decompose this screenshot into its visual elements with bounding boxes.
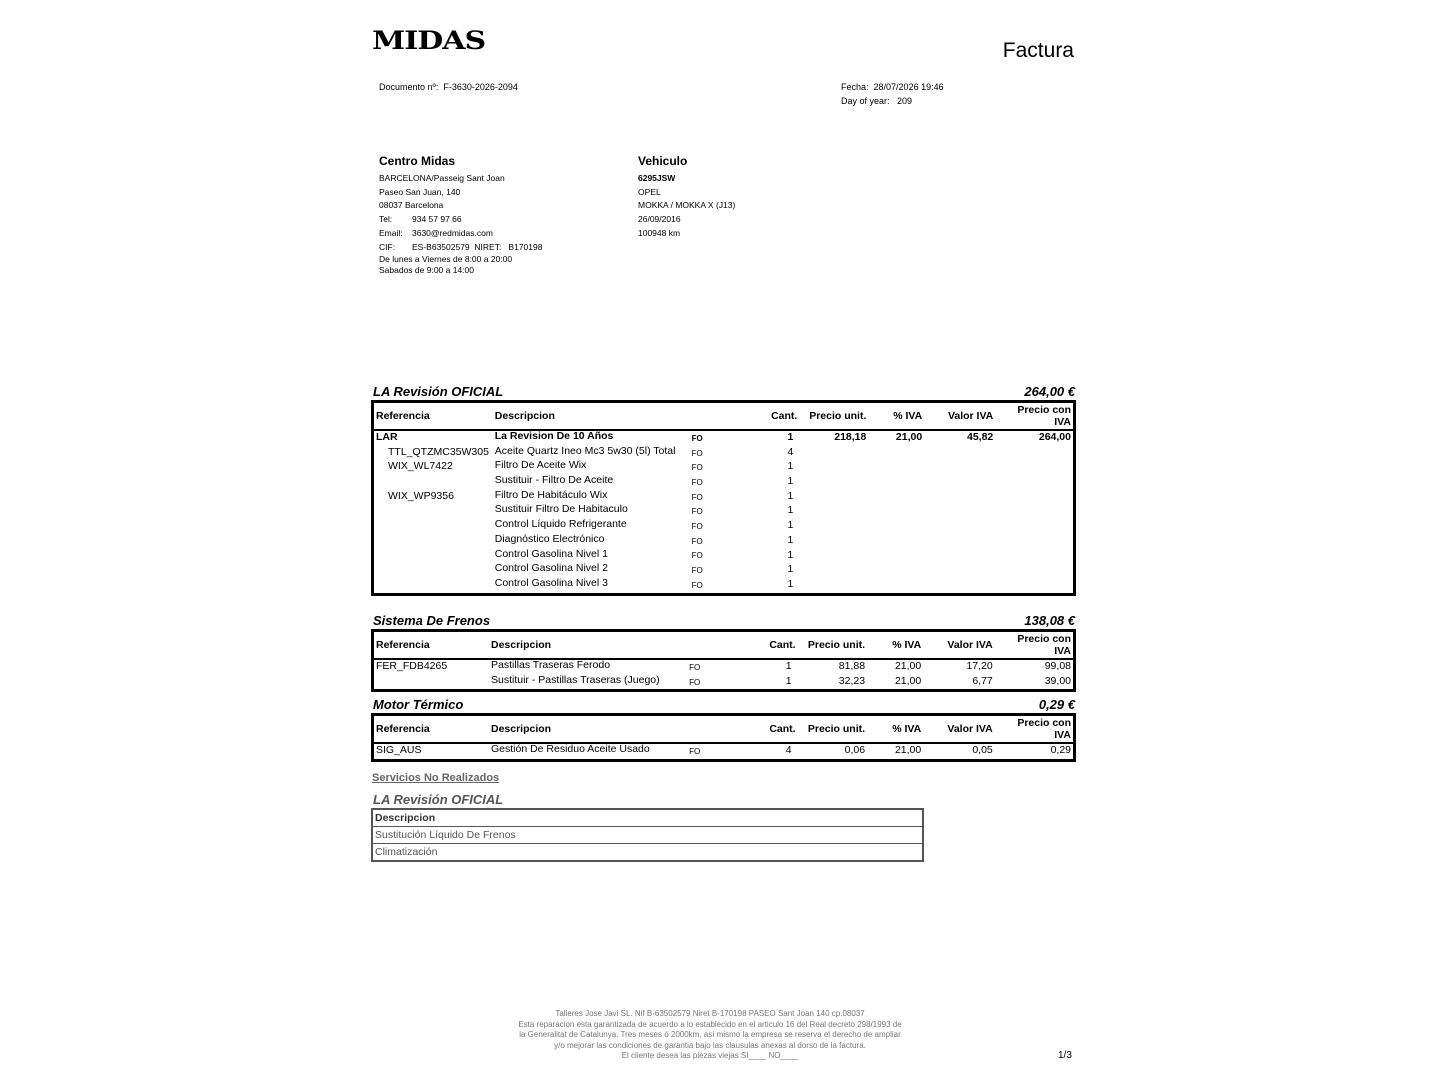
cell-vat bbox=[868, 504, 924, 519]
cell-total bbox=[995, 504, 1074, 519]
cell-ref bbox=[373, 563, 493, 578]
table-row bbox=[373, 519, 1075, 534]
col-ref: Referencia bbox=[373, 631, 489, 660]
cell-total: 99,08 bbox=[1044, 660, 1071, 672]
cell-vatval bbox=[924, 475, 995, 490]
cell-unit bbox=[799, 460, 868, 475]
items-table bbox=[371, 400, 1076, 596]
cell-fo: FO bbox=[691, 433, 703, 443]
cell-vat bbox=[868, 460, 924, 475]
cell-fo: FO bbox=[691, 551, 703, 561]
vehicle-model: MOKKA / MOKKA X (J13) bbox=[638, 200, 736, 211]
cell-ref: TTL_QTZMC35W305 bbox=[388, 445, 489, 458]
cell-qty: 1 bbox=[787, 563, 794, 576]
cell-desc: Gestión De Residuo Aceite Usado bbox=[490, 743, 650, 755]
cell-ref bbox=[373, 675, 489, 691]
col-unit: Precio unit. bbox=[798, 631, 867, 660]
col-total-l1: Precio con bbox=[1017, 717, 1071, 729]
cell-desc: Diagnóstico Electrónico bbox=[494, 532, 605, 545]
cell-desc: Pastillas Traseras Ferodo bbox=[490, 659, 611, 671]
cell-qty: 1 bbox=[785, 674, 792, 687]
cell-total bbox=[995, 563, 1074, 578]
cell-ref bbox=[373, 475, 493, 490]
center-tel bbox=[379, 213, 542, 227]
center-email bbox=[379, 227, 542, 241]
table-row bbox=[373, 743, 1075, 760]
cell-unit: 218,18 bbox=[834, 431, 867, 443]
footer-legal bbox=[470, 1009, 950, 1062]
col-total-l1: Precio con bbox=[1017, 404, 1071, 416]
cell-ref: WIX_WP9356 bbox=[388, 489, 454, 502]
cell-vat bbox=[868, 549, 924, 564]
cif-value: ES-B63502579 bbox=[412, 241, 470, 252]
cell-desc: Control Líquido Refrigerante bbox=[494, 518, 627, 531]
cell-qty: 4 bbox=[785, 744, 792, 756]
col-vat: % IVA bbox=[867, 631, 923, 660]
center-line-2: Paseo San Juan, 140 bbox=[379, 186, 461, 197]
cell-unit: 81,88 bbox=[838, 660, 866, 672]
cell-fo: FO bbox=[691, 521, 703, 531]
cell-ref: WIX_WL7422 bbox=[388, 460, 453, 473]
cell-total: 39,00 bbox=[1044, 674, 1071, 687]
cell-desc: Sustituir - Pastillas Traseras (Juego) bbox=[490, 673, 660, 686]
items-table bbox=[371, 713, 1076, 762]
cell-qty: 1 bbox=[787, 504, 794, 517]
cell-ref: SIG_AUS bbox=[376, 744, 422, 756]
doc-number-label: Documento nº: bbox=[379, 82, 439, 92]
cell-vatval bbox=[924, 578, 995, 594]
col-total bbox=[995, 715, 1075, 744]
cell-unit bbox=[799, 563, 868, 578]
cell-vatval: 6,77 bbox=[972, 674, 993, 687]
cell-ref: FER_FDB4265 bbox=[376, 660, 448, 672]
col-vat: % IVA bbox=[867, 715, 923, 744]
footer-line: Esta reparacion esta garantizada de acuerdo a lo establecido en el articulo 16 del Real decreto 298/1993 de bbox=[518, 1019, 902, 1029]
cell-total bbox=[995, 578, 1074, 594]
section-header bbox=[373, 613, 1075, 628]
section-header bbox=[373, 384, 1075, 399]
items-table bbox=[371, 629, 1076, 692]
cell-vatval: 0,05 bbox=[972, 744, 993, 756]
day-value: 209 bbox=[897, 96, 913, 106]
cell-desc: Sustituir Filtro De Habitaculo bbox=[494, 503, 628, 516]
document-number bbox=[379, 80, 518, 94]
cell-fo: FO bbox=[691, 566, 703, 576]
vehicle-info bbox=[638, 154, 735, 241]
day-label: Day of year: bbox=[841, 96, 890, 106]
center-line-3: 08037 Barcelona bbox=[379, 200, 444, 211]
cell-unit bbox=[799, 475, 868, 490]
table-row bbox=[373, 475, 1075, 490]
cell-qty: 1 bbox=[787, 460, 794, 473]
cell-desc: Filtro De Habitáculo Wix bbox=[494, 488, 608, 501]
center-info bbox=[379, 154, 542, 276]
col-vatval: Valor IVA bbox=[923, 631, 995, 660]
cell-unit bbox=[799, 446, 868, 461]
cell-vat bbox=[868, 578, 924, 594]
cell-desc: Control Gasolina Nivel 3 bbox=[494, 576, 608, 589]
cell-unit bbox=[799, 490, 868, 505]
tel-value: 934 57 97 66 bbox=[412, 214, 462, 225]
cell-vat bbox=[868, 563, 924, 578]
cell-qty: 4 bbox=[787, 445, 794, 458]
table-row bbox=[373, 534, 1075, 549]
cell-vat: 21,00 bbox=[894, 660, 922, 672]
cell-fo: FO bbox=[689, 746, 701, 756]
section-header bbox=[373, 697, 1075, 712]
vehicle-make: OPEL bbox=[638, 186, 661, 197]
vehicle-date: 26/09/2016 bbox=[638, 214, 681, 225]
cell-qty: 1 bbox=[787, 548, 794, 561]
cell-vatval bbox=[924, 534, 995, 549]
table-row bbox=[373, 563, 1075, 578]
niret-label: NIRET: bbox=[474, 241, 502, 252]
table-row bbox=[373, 430, 1075, 446]
center-cif bbox=[379, 241, 542, 255]
hours-saturday: Sabados de 9:00 a 14:00 bbox=[379, 265, 474, 276]
cell-vatval bbox=[924, 519, 995, 534]
table-row bbox=[373, 549, 1075, 564]
table-header-row bbox=[373, 402, 1075, 431]
table-row bbox=[373, 504, 1075, 519]
cell-total bbox=[995, 519, 1074, 534]
cell-fo: FO bbox=[689, 677, 701, 687]
section-total: 138,08 € bbox=[1024, 613, 1075, 628]
document-type: Factura bbox=[1002, 39, 1074, 62]
cell-desc: Control Gasolina Nivel 2 bbox=[494, 562, 608, 575]
col-fo bbox=[685, 631, 763, 660]
page-number: 1/3 bbox=[1058, 1050, 1072, 1061]
footer-line: El cliente desea las piezas viejas SI____ NO____ bbox=[621, 1051, 799, 1060]
col-qty: Cant. bbox=[765, 402, 800, 431]
cell-ref bbox=[373, 534, 493, 549]
cell-vat bbox=[868, 519, 924, 534]
cell-unit bbox=[799, 549, 868, 564]
services-col-header: Descripcion bbox=[372, 809, 923, 827]
cell-total bbox=[995, 475, 1074, 490]
cell-vat bbox=[868, 446, 924, 461]
service-item: Sustitución Líquido De Frenos bbox=[372, 827, 923, 844]
section-title: Motor Térmico bbox=[373, 697, 464, 712]
cell-unit: 32,23 bbox=[838, 674, 866, 687]
services-not-done-table bbox=[371, 808, 924, 862]
cell-total: 0,29 bbox=[1050, 744, 1071, 756]
col-total-l2: IVA bbox=[1054, 729, 1071, 741]
col-total-l2: IVA bbox=[1054, 645, 1071, 657]
cell-qty: 1 bbox=[787, 519, 794, 532]
col-fo bbox=[685, 715, 763, 744]
footer-line: y/o mejorar las condiciones de garantia bajo las clausulas anexas al dorso de la factura. bbox=[554, 1040, 866, 1050]
section-title: Sistema De Frenos bbox=[373, 613, 491, 628]
cell-qty: 1 bbox=[787, 475, 794, 488]
cell-vat: 21,00 bbox=[894, 744, 922, 756]
cell-vat bbox=[868, 534, 924, 549]
col-fo bbox=[688, 402, 765, 431]
email-label: Email: bbox=[379, 227, 403, 238]
cell-qty: 1 bbox=[785, 660, 792, 672]
cell-qty: 1 bbox=[787, 431, 794, 443]
col-vat: % IVA bbox=[868, 402, 924, 431]
cell-unit bbox=[799, 578, 868, 594]
cell-vatval: 17,20 bbox=[966, 660, 993, 672]
col-unit: Precio unit. bbox=[798, 715, 867, 744]
cell-fo: FO bbox=[689, 662, 701, 672]
cell-unit bbox=[799, 519, 868, 534]
cell-vatval bbox=[924, 504, 995, 519]
section-total: 264,00 € bbox=[1024, 384, 1075, 399]
cell-fo: FO bbox=[691, 507, 703, 517]
col-total bbox=[995, 631, 1075, 660]
center-line-1: BARCELONA/Passeig Sant Joan bbox=[379, 173, 505, 183]
cell-vat: 21,00 bbox=[894, 674, 922, 687]
cell-vatval bbox=[924, 490, 995, 505]
cell-total bbox=[995, 534, 1074, 549]
cell-fo: FO bbox=[691, 580, 703, 590]
services-not-done-label: Servicios No Realizados bbox=[372, 772, 500, 784]
email-value: 3630@redmidas.com bbox=[412, 227, 493, 238]
col-total-l2: IVA bbox=[1054, 416, 1071, 428]
col-desc: Descripcion bbox=[493, 402, 688, 431]
cell-vat: 21,00 bbox=[895, 431, 923, 443]
date-label: Fecha: bbox=[841, 82, 869, 92]
cell-qty: 1 bbox=[787, 533, 794, 546]
table-row bbox=[373, 659, 1075, 675]
cell-total: 264,00 bbox=[1038, 431, 1071, 443]
table-row bbox=[373, 446, 1075, 461]
date-value: 28/07/2026 19:46 bbox=[873, 82, 944, 92]
col-ref: Referencia bbox=[373, 715, 489, 744]
cell-qty: 1 bbox=[787, 577, 794, 590]
cell-desc: La Revision De 10 Años bbox=[494, 430, 614, 442]
col-vatval: Valor IVA bbox=[923, 715, 995, 744]
cell-fo: FO bbox=[691, 492, 703, 502]
center-title: Centro Midas bbox=[379, 154, 456, 168]
service-item: Climatización bbox=[375, 846, 438, 858]
cell-desc: Aceite Quartz Ineo Mc3 5w30 (5l) Total bbox=[494, 444, 676, 457]
col-total-l1: Precio con bbox=[1017, 633, 1071, 645]
cell-fo: FO bbox=[691, 477, 703, 487]
cell-unit bbox=[799, 534, 868, 549]
table-row bbox=[373, 578, 1075, 594]
cell-vatval: 45,82 bbox=[966, 431, 994, 443]
cell-fo: FO bbox=[691, 463, 703, 473]
cell-ref bbox=[373, 519, 493, 534]
cell-ref bbox=[373, 549, 493, 564]
cell-unit: 0,06 bbox=[844, 744, 866, 756]
cell-fo: FO bbox=[691, 448, 703, 458]
section-total: 0,29 € bbox=[1038, 697, 1075, 712]
table-row bbox=[373, 460, 1075, 475]
col-ref: Referencia bbox=[373, 402, 493, 431]
vehicle-km: 100948 km bbox=[638, 227, 681, 238]
cell-total bbox=[995, 460, 1074, 475]
tel-label: Tel: bbox=[379, 214, 393, 225]
cell-ref: LAR bbox=[376, 431, 398, 443]
vehicle-title: Vehiculo bbox=[638, 154, 688, 168]
cif-label: CIF: bbox=[379, 241, 396, 252]
cell-qty: 1 bbox=[787, 489, 794, 502]
vehicle-plate: 6295JSW bbox=[638, 173, 676, 183]
niret-value: B170198 bbox=[508, 241, 543, 252]
doc-number-value: F-3630-2026-2094 bbox=[443, 82, 518, 92]
footer-line: la Generalitat de Catalunya, Tres meses ó 2000km, así mismo la empresa se reserva el derecho de ampliar bbox=[519, 1030, 901, 1039]
col-unit: Precio unit. bbox=[799, 402, 868, 431]
table-header-row bbox=[373, 715, 1075, 744]
cell-total bbox=[995, 549, 1074, 564]
cell-vatval bbox=[924, 460, 995, 475]
hours-weekday: De lunes a Viernes de 8:00 a 20:00 bbox=[379, 254, 513, 265]
date-block bbox=[841, 80, 944, 108]
table-header-row bbox=[373, 631, 1075, 660]
services-not-done-title: LA Revisión OFICIAL bbox=[373, 792, 504, 807]
cell-desc: Filtro De Aceite Wix bbox=[494, 459, 587, 472]
cell-vatval bbox=[924, 563, 995, 578]
cell-desc: Sustituir - Filtro De Aceite bbox=[494, 474, 614, 487]
cell-vat bbox=[868, 475, 924, 490]
cell-total bbox=[995, 490, 1074, 505]
cell-unit bbox=[799, 504, 868, 519]
cell-desc: Control Gasolina Nivel 1 bbox=[494, 547, 608, 560]
table-row bbox=[373, 490, 1075, 505]
cell-vatval bbox=[924, 549, 995, 564]
cell-vat bbox=[868, 490, 924, 505]
col-desc: Descripcion bbox=[489, 715, 685, 744]
col-desc: Descripcion bbox=[489, 631, 685, 660]
cell-vatval bbox=[924, 446, 995, 461]
col-qty: Cant. bbox=[763, 631, 798, 660]
section-title: LA Revisión OFICIAL bbox=[373, 384, 504, 399]
cell-total bbox=[995, 446, 1074, 461]
cell-fo: FO bbox=[691, 536, 703, 546]
col-qty: Cant. bbox=[763, 715, 798, 744]
footer-line: Talleres Jose Javi SL. Nif B-63502579 Niret B-170198 PASEO Sant Joan 140 cp.08037 bbox=[555, 1009, 865, 1018]
cell-ref bbox=[373, 578, 493, 594]
col-vatval: Valor IVA bbox=[924, 402, 995, 431]
table-row bbox=[373, 675, 1075, 691]
midas-logo: MIDAS bbox=[372, 26, 486, 56]
col-total bbox=[995, 402, 1074, 431]
cell-ref bbox=[373, 504, 493, 519]
